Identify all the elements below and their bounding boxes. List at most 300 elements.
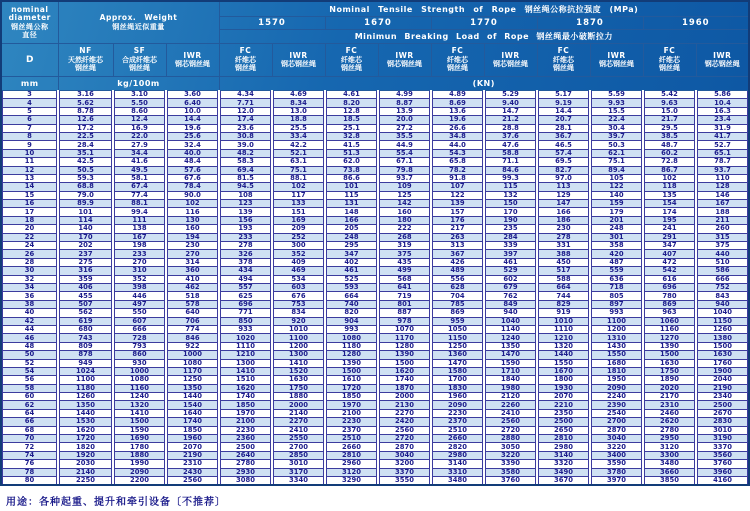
cell: 3760 [484,476,537,485]
cell: 2930 [219,468,272,476]
cell: 1180 [325,342,378,350]
table-row [1,309,749,317]
col-header-fc-1770-line-3: 钢丝绳 [447,64,468,73]
col-header-iwr-1770-line-1: IWR [501,50,520,60]
cell: 12.4 [113,116,166,124]
cell: 201 [590,216,643,224]
nf-line-2: 天然纤维芯 [68,55,103,64]
cell: 237 [58,250,113,258]
cell: 20.0 [378,116,431,124]
col-header-fc-1870-line-3: 钢丝绳 [553,64,574,73]
cell: 1350 [166,384,219,392]
cell: 13.0 [272,107,325,115]
cell: 88.1 [272,174,325,182]
table-row [1,183,749,191]
cell: 62.1 [590,149,643,157]
iwrw-line-2: 钢芯钢丝绳 [175,60,210,68]
cell: 2410 [484,409,537,417]
cell: 205 [325,225,378,233]
cell: 1260 [696,325,749,333]
cell: 359 [58,275,113,283]
cell: 284 [484,233,537,241]
cell: 1630 [696,351,749,359]
cell: 12.6 [58,116,113,124]
cell: 147 [537,200,590,208]
cell: 1440 [537,351,590,359]
cell-diameter: 9 [1,141,58,149]
cell: 455 [58,292,113,300]
cell: 5.62 [58,99,113,107]
cell: 2090 [113,468,166,476]
table-row [1,242,749,250]
cell: 2540 [590,409,643,417]
cell: 48.4 [166,158,219,166]
cell: 904 [325,317,378,325]
cell: 1750 [272,384,325,392]
cell: 774 [166,325,219,333]
nominal-line-2: diameter [8,13,51,22]
table-row [1,451,749,459]
cell: 156 [219,216,272,224]
cell: 603 [272,283,325,291]
cell: 69.5 [537,158,590,166]
col-header-d: D [1,44,58,77]
cell: 17.2 [58,124,113,132]
col-header-approx-weight [58,1,219,44]
cell: 1080 [113,376,166,384]
cell: 50.5 [58,166,113,174]
cell: 146 [696,191,749,199]
cell: 3140 [431,460,484,468]
cell: 3970 [590,476,643,485]
cell: 59.3 [58,174,113,182]
cell: 1750 [643,367,696,375]
cell: 440 [696,250,749,258]
cell-diameter: 64 [1,409,58,417]
cell: 1020 [219,334,272,342]
cell: 123 [219,200,272,208]
table-row [1,174,749,182]
cell: 326 [219,250,272,258]
table-row [1,200,749,208]
cell: 166 [325,216,378,224]
cell: 35.5 [378,132,431,140]
cell: 1320 [537,342,590,350]
cell: 3200 [378,460,431,468]
cell: 679 [484,283,537,291]
cell: 993 [325,325,378,333]
cell: 9.40 [484,99,537,107]
cell: 409 [272,258,325,266]
cell: 1820 [58,443,113,451]
strength-1570: 1570 [219,17,325,30]
cell: 664 [537,283,590,291]
cell: 8.69 [431,99,484,107]
cell: 260 [696,225,749,233]
cell: 44.9 [378,141,431,149]
cell: 47.6 [484,141,537,149]
cell: 497 [113,300,166,308]
cell: 529 [484,267,537,275]
approx-line-1: Approx. Weight [99,13,178,22]
cell: 1380 [696,334,749,342]
cell: 388 [537,250,590,258]
cell: 1430 [590,342,643,350]
cell: 1780 [113,443,166,451]
cell: 110 [696,174,749,182]
table-row [1,91,749,99]
cell: 67.4 [113,183,166,191]
cell: 352 [113,275,166,283]
cell: 2040 [696,376,749,384]
cell: 2130 [378,401,431,409]
cell: 525 [325,275,378,283]
cell: 2090 [431,401,484,409]
cell: 2140 [272,409,325,417]
cell: 1870 [378,384,431,392]
cell: 664 [325,292,378,300]
cell: 641 [378,283,431,291]
cell: 275 [58,258,113,266]
cell: 108 [219,191,272,199]
cell: 1470 [431,359,484,367]
cell: 2870 [590,426,643,434]
cell: 1710 [484,367,537,375]
cell-diameter: 80 [1,476,58,485]
cell: 89.4 [590,166,643,174]
cell: 75.1 [590,158,643,166]
table-row [1,191,749,199]
table-row [1,351,749,359]
cell: 588 [537,275,590,283]
cell: 3550 [378,476,431,485]
cell: 1040 [484,317,537,325]
cell: 1590 [113,426,166,434]
cell: 2960 [325,460,378,468]
cell: 99.3 [484,174,537,182]
cell: 41.5 [325,141,378,149]
cell-diameter: 16 [1,200,58,208]
cell: 518 [166,292,219,300]
cell: 278 [537,233,590,241]
cell: 1000 [113,367,166,375]
cell: 28.8 [484,124,537,132]
cell-diameter: 13 [1,174,58,182]
cell: 109 [378,183,431,191]
table-row [1,460,749,468]
cell: 67.6 [166,174,219,182]
table-row [1,367,749,375]
cell: 270 [113,258,166,266]
cell-diameter: 5 [1,107,58,115]
cell: 139 [219,208,272,216]
cell: 316 [58,267,113,275]
cell: 169 [272,216,325,224]
table-row [1,116,749,124]
sf-line-3: 钢丝绳 [129,64,150,73]
cell-diameter: 50 [1,351,58,359]
cell: 195 [643,216,696,224]
cell: 65.1 [696,149,749,157]
cell: 5.86 [696,91,749,99]
cell-diameter: 12 [1,166,58,174]
cell: 36.7 [537,132,590,140]
cell: 41.6 [113,158,166,166]
cell: 3560 [696,451,749,459]
cell: 151 [272,208,325,216]
cell: 102 [166,200,219,208]
cell: 1390 [378,351,431,359]
cell: 2310 [643,401,696,409]
col-header-iwr-1870-line-1: IWR [607,50,626,60]
cell: 34.4 [113,149,166,157]
cell: 3220 [590,443,643,451]
cell: 1880 [113,451,166,459]
col-header-iwr-1870-line-2: 钢芯钢丝绳 [599,60,634,68]
cell: 2120 [484,393,537,401]
cell: 940 [696,300,749,308]
cell-diameter: 17 [1,208,58,216]
cell: 2210 [537,401,590,409]
nominal-line-4: 直径 [22,31,38,39]
cell: 248 [325,233,378,241]
cell: 933 [219,325,272,333]
cell: 1070 [378,325,431,333]
cell: 1440 [58,409,113,417]
cell: 51.3 [325,149,378,157]
cell: 89.9 [58,200,113,208]
cell: 78.7 [696,158,749,166]
cell: 1300 [272,351,325,359]
cell: 1610 [325,376,378,384]
col-header-iwr-1670-line-1: IWR [395,50,414,60]
cell: 619 [58,317,113,325]
col-header-fc-1870-line-1: FC [557,46,570,56]
table-row [1,250,749,258]
cell: 3960 [696,468,749,476]
cell: 2820 [431,443,484,451]
cell: 2560 [484,418,537,426]
col-header-fc-1670-line-2: 纤维芯 [341,55,362,64]
cell: 1850 [219,401,272,409]
cell: 27.9 [113,141,166,149]
cell: 3480 [431,476,484,485]
cell: 39.0 [219,141,272,149]
cell: 3040 [590,435,643,443]
cell: 461 [325,267,378,275]
cell: 843 [696,292,749,300]
cell: 1900 [696,367,749,375]
cell: 150 [484,200,537,208]
cell: 58.8 [484,149,537,157]
cell: 71.1 [484,158,537,166]
col-header-iwr-1570-line-1: IWR [289,50,308,60]
cell: 1740 [166,418,219,426]
cell: 3120 [325,468,378,476]
cell: 2510 [431,426,484,434]
cell: 1110 [219,342,272,350]
cell: 230 [537,225,590,233]
cell: 2560 [378,426,431,434]
cell: 704 [431,292,484,300]
cell: 1100 [272,334,325,342]
table-row [1,283,749,291]
cell: 489 [431,267,484,275]
cell: 38.5 [643,132,696,140]
cell: 1080 [325,334,378,342]
cell: 2000 [272,401,325,409]
table-row [1,334,749,342]
cell: 63.1 [272,158,325,166]
cell: 32.8 [325,132,378,140]
cell: 198 [113,242,166,250]
cell: 2650 [537,426,590,434]
cell: 88.1 [113,200,166,208]
cell: 2370 [431,418,484,426]
sf-line-1: SF [133,46,146,56]
cell: 19.6 [166,124,219,132]
col-header-sf [113,44,166,77]
cell: 194 [166,233,219,241]
cell: 568 [378,275,431,283]
cell-diameter: 60 [1,393,58,401]
cell: 2500 [219,443,272,451]
cell: 1270 [643,334,696,342]
cell: 434 [219,267,272,275]
cell: 8.78 [58,107,113,115]
cell: 887 [378,309,431,317]
cell: 31.9 [696,124,749,132]
col-header-iwr-1870 [590,44,643,77]
cell: 3760 [696,460,749,468]
cell: 1180 [58,384,113,392]
cell: 4.89 [431,91,484,99]
cell: 616 [643,275,696,283]
cell: 578 [166,300,219,308]
cell: 101 [325,183,378,191]
cell: 358 [590,242,643,250]
cell: 1010 [272,325,325,333]
cell: 2270 [272,418,325,426]
cell: 3.10 [113,91,166,99]
cell: 360 [166,267,219,275]
cell: 1210 [219,351,272,359]
cell: 1500 [696,342,749,350]
cell: 1170 [166,367,219,375]
cell: 25.1 [325,124,378,132]
cell: 2880 [484,435,537,443]
cell: 28.4 [58,141,113,149]
cell: 1810 [590,367,643,375]
cell: 248 [590,225,643,233]
cell: 12.8 [325,107,378,115]
cell: 4.61 [325,91,378,99]
cell: 101 [58,208,113,216]
cell: 91.8 [431,174,484,182]
cell: 2720 [484,426,537,434]
cell: 963 [643,309,696,317]
cell: 2020 [643,384,696,392]
cell: 728 [113,334,166,342]
cell: 30.8 [219,132,272,140]
cell: 140 [590,191,643,199]
table-row [1,275,749,283]
cell: 1550 [590,351,643,359]
cell: 559 [590,267,643,275]
cell: 233 [219,233,272,241]
cell: 3010 [272,460,325,468]
cell: 801 [378,300,431,308]
col-header-nf [58,44,113,77]
cell: 347 [325,250,378,258]
cell: 291 [643,233,696,241]
cell: 5.29 [484,91,537,99]
cell: 3010 [696,426,749,434]
cell: 494 [219,275,272,283]
col-header-iwr-1960-line-1: IWR [713,50,732,60]
cell: 5.50 [113,99,166,107]
cell: 2550 [272,435,325,443]
strength-1670: 1670 [325,17,431,30]
cell: 167 [113,233,166,241]
cell: 230 [166,242,219,250]
cell-diameter: 6 [1,116,58,124]
cell: 14.4 [537,107,590,115]
cell: 753 [272,300,325,308]
cell: 69.4 [219,166,272,174]
col-header-fc-1570-line-3: 钢丝绳 [235,64,256,73]
cell: 102 [643,174,696,182]
table-row [1,141,749,149]
cell: 420 [590,250,643,258]
cell: 3310 [431,468,484,476]
cell: 1350 [484,342,537,350]
cell: 209 [272,225,325,233]
cell-diameter: 18 [1,216,58,224]
cell: 8.34 [272,99,325,107]
cell: 217 [431,225,484,233]
cell: 3480 [643,460,696,468]
cell: 14.4 [166,116,219,124]
cell: 3490 [537,468,590,476]
cell: 3220 [484,451,537,459]
cell: 339 [484,242,537,250]
cell: 740 [325,300,378,308]
cell: 102 [272,183,325,191]
cell: 22.5 [58,132,113,140]
cell: 397 [484,250,537,258]
cell: 1530 [58,418,113,426]
cell-diameter: 46 [1,334,58,342]
col-header-iwr-1670-line-2: 钢芯钢丝绳 [387,60,422,68]
cell: 319 [378,242,431,250]
sf-line-2: 合成纤维芯 [122,55,157,64]
cell: 1440 [166,393,219,401]
cell: 920 [272,317,325,325]
cell: 268 [378,233,431,241]
cell: 313 [431,242,484,250]
cell: 97.0 [537,174,590,182]
cell: 29.5 [643,124,696,132]
cell: 1740 [378,376,431,384]
cell: 160 [166,225,219,233]
cell-diameter: 8 [1,132,58,140]
cell-diameter: 34 [1,283,58,291]
table-row [1,393,749,401]
cell: 1680 [590,359,643,367]
cell: 1250 [431,342,484,350]
cell: 86.6 [325,174,378,182]
